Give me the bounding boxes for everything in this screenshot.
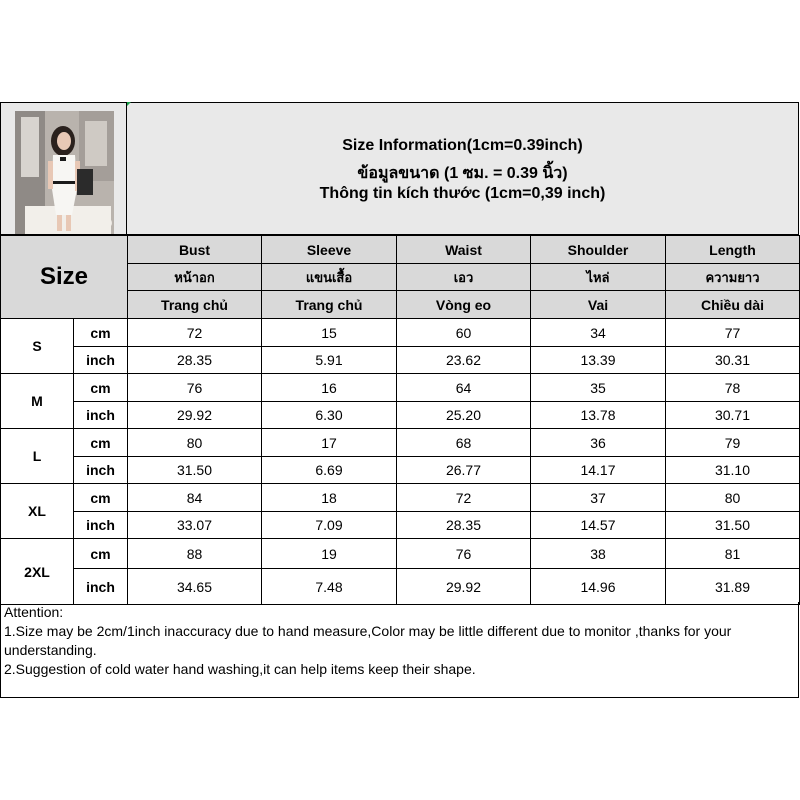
product-photo-cell	[0, 102, 127, 235]
cell-bust-inch: 33.07	[128, 512, 262, 539]
cell-shoulder-inch: 13.78	[531, 402, 666, 429]
size-label-m: M	[1, 374, 74, 429]
cell-bust-cm: 84	[128, 484, 262, 512]
cell-length-cm: 80	[666, 484, 800, 512]
header-waist-vi: Vòng eo	[397, 291, 531, 319]
table-row	[1, 512, 800, 539]
cell-length-cm: 79	[666, 429, 800, 457]
cell-length-inch: 31.10	[666, 457, 800, 484]
unit-inch: inch	[74, 402, 128, 429]
cell-bust-inch: 34.65	[128, 569, 262, 605]
cell-bust-inch: 31.50	[128, 457, 262, 484]
header-sleeve-en: Sleeve	[262, 236, 397, 264]
table-row	[1, 457, 800, 484]
cell-waist-cm: 72	[397, 484, 531, 512]
header-waist-en: Waist	[397, 236, 531, 264]
size-label-2xl: 2XL	[1, 539, 74, 605]
unit-inch: inch	[74, 347, 128, 374]
cell-sleeve-inch: 7.09	[262, 512, 397, 539]
size-column-title: Size	[1, 236, 128, 319]
cell-bust-cm: 76	[128, 374, 262, 402]
cell-length-inch: 30.71	[666, 402, 800, 429]
cell-waist-cm: 60	[397, 319, 531, 347]
product-photo	[15, 111, 114, 234]
title-vietnamese: Thông tin kích thước (1cm=0,39 inch)	[319, 185, 606, 202]
header-waist-th: เอว	[397, 264, 531, 291]
table-row	[1, 319, 800, 347]
size-label-s: S	[1, 319, 74, 374]
title-english: Size Information(1cm=0.39inch)	[342, 137, 583, 154]
cell-sleeve-cm: 18	[262, 484, 397, 512]
cell-shoulder-inch: 14.57	[531, 512, 666, 539]
cell-shoulder-inch: 13.39	[531, 347, 666, 374]
cell-bust-cm: 88	[128, 539, 262, 569]
header-bust-th: หน้าอก	[128, 264, 262, 291]
table-row	[1, 402, 800, 429]
table-row	[1, 569, 800, 605]
header-length-th: ความยาว	[666, 264, 800, 291]
attention-note-2: 2.Suggestion of cold water hand washing,it can help items keep their shape.	[4, 661, 476, 677]
unit-cm: cm	[74, 429, 128, 457]
cell-shoulder-cm: 37	[531, 484, 666, 512]
size-label-xl: XL	[1, 484, 74, 539]
cell-bust-cm: 80	[128, 429, 262, 457]
cell-waist-cm: 76	[397, 539, 531, 569]
cell-waist-inch: 25.20	[397, 402, 531, 429]
cell-length-cm: 78	[666, 374, 800, 402]
cell-length-inch: 30.31	[666, 347, 800, 374]
unit-cm: cm	[74, 374, 128, 402]
cell-length-inch: 31.50	[666, 512, 800, 539]
cell-sleeve-cm: 15	[262, 319, 397, 347]
unit-inch: inch	[74, 512, 128, 539]
cell-sleeve-inch: 6.30	[262, 402, 397, 429]
cell-sleeve-cm: 19	[262, 539, 397, 569]
header-shoulder-vi: Vai	[531, 291, 666, 319]
header-bust-en: Bust	[128, 236, 262, 264]
corner-marker	[127, 102, 131, 106]
cell-bust-cm: 72	[128, 319, 262, 347]
header-shoulder-th: ไหล่	[531, 264, 666, 291]
cell-bust-inch: 28.35	[128, 347, 262, 374]
cell-waist-inch: 23.62	[397, 347, 531, 374]
cell-waist-inch: 26.77	[397, 457, 531, 484]
unit-cm: cm	[74, 484, 128, 512]
cell-waist-cm: 68	[397, 429, 531, 457]
size-label-l: L	[1, 429, 74, 484]
unit-cm: cm	[74, 319, 128, 347]
cell-sleeve-cm: 17	[262, 429, 397, 457]
header-length-en: Length	[666, 236, 800, 264]
cell-length-cm: 81	[666, 539, 800, 569]
unit-inch: inch	[74, 457, 128, 484]
title-thai: ข้อมูลขนาด (1 ซม. = 0.39 นิ้ว)	[357, 165, 568, 182]
cell-shoulder-inch: 14.96	[531, 569, 666, 605]
table-row	[1, 374, 800, 402]
attention-note-1: 1.Size may be 2cm/1inch inaccuracy due to hand measure,Color may be little different due to monitor ,thanks for your understanding.	[4, 623, 732, 658]
cell-shoulder-inch: 14.17	[531, 457, 666, 484]
header-sleeve-vi: Trang chủ	[262, 291, 397, 319]
unit-inch: inch	[74, 569, 128, 605]
cell-shoulder-cm: 36	[531, 429, 666, 457]
header-sleeve-th: แขนเสื้อ	[262, 264, 397, 291]
header-length-vi: Chiều dài	[666, 291, 800, 319]
cell-waist-cm: 64	[397, 374, 531, 402]
cell-bust-inch: 29.92	[128, 402, 262, 429]
header-bust-vi: Trang chủ	[128, 291, 262, 319]
cell-sleeve-inch: 6.69	[262, 457, 397, 484]
cell-sleeve-inch: 5.91	[262, 347, 397, 374]
cell-shoulder-cm: 38	[531, 539, 666, 569]
table-row	[1, 347, 800, 374]
cell-shoulder-cm: 35	[531, 374, 666, 402]
table-row	[1, 539, 800, 569]
cell-sleeve-inch: 7.48	[262, 569, 397, 605]
cell-length-cm: 77	[666, 319, 800, 347]
cell-length-inch: 31.89	[666, 569, 800, 605]
size-table	[0, 235, 800, 605]
cell-waist-inch: 28.35	[397, 512, 531, 539]
header-shoulder-en: Shoulder	[531, 236, 666, 264]
table-row	[1, 484, 800, 512]
cell-waist-inch: 29.92	[397, 569, 531, 605]
attention-heading: Attention:	[4, 604, 64, 620]
attention-notes	[0, 602, 799, 698]
cell-sleeve-cm: 16	[262, 374, 397, 402]
title-banner	[127, 102, 799, 235]
table-row	[1, 429, 800, 457]
cell-shoulder-cm: 34	[531, 319, 666, 347]
unit-cm: cm	[74, 539, 128, 569]
size-chart-sheet	[0, 102, 799, 698]
